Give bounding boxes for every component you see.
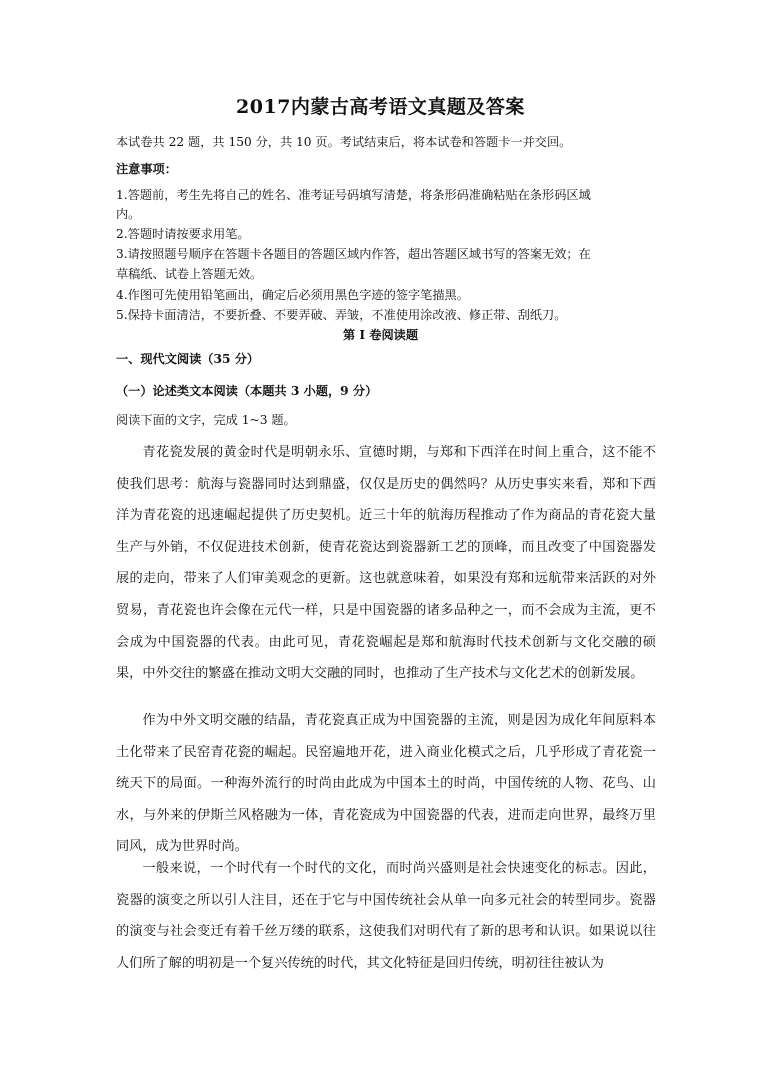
note-item: 1.答题前，考生先将自己的姓名、准考证号码填写清楚，将条形码准确粘贴在条形码区域	[116, 188, 591, 202]
reading-instruction: 阅读下面的文字，完成 1~3 题。	[116, 413, 296, 427]
note-item: 3.请按照题号顺序在答题卡各题目的答题区域内作答，超出答题区域书写的答案无效；在	[116, 247, 591, 261]
note-item: 4.作图可先使用铅笔画出，确定后必须用黑色字迹的签字笔描黑。	[116, 288, 469, 302]
passage-paragraph-2: 作为中外文明交融的结晶，青花瓷真正成为中国瓷器的主流，则是因为成化年间原料本土化带来了民窑青花瓷的崛起。民窑遍地开花，进入商业化模式之后，几乎形成了青花瓷一统天下的局面。一种海外流行的时尚由此成为中国本土的时尚，中国传统的人物、花鸟、山水，与外来的伊斯兰风格融为一体，青花瓷成为中国瓷器的代表，进而走向世界，最终万里同风，成为世界时尚。	[116, 713, 656, 855]
note-item: 2.答题时请按要求用笔。	[116, 227, 250, 241]
document-title: 2017内蒙古高考语文真题及答案	[236, 96, 525, 118]
note-item: 5.保持卡面清洁，不要折叠、不要弄破、弄皱，不准使用涂改液、修正带、刮纸刀。	[116, 308, 567, 322]
passage-paragraph-1: 青花瓷发展的黄金时代是明朝永乐、宣德时期，与郑和下西洋在时间上重合，这不能不使我们思考：航海与瓷器同时达到鼎盛，仅仅是历史的偶然吗？从历史事实来看，郑和下西洋为青花瓷的迅速崛起提供了历史契机。近三十年的航海历程推动了作为商品的青花瓷大量生产与外销，不仅促进技术创新，使青花瓷达到瓷器新工艺的顶峰，而且改变了中国瓷器发展的走向，带来了人们审美观念的更新。这也就意味着，如果没有郑和远航带来活跃的对外贸易，青花瓷也许会像在元代一样，只是中国瓷器的诸多品种之一，而不会成为主流，更不会成为中国瓷器的代表。由此可见，青花瓷崛起是郑和航海时代技术创新与文化交融的硕果，中外交往的繁盛在推动文明大交融的同时，也推动了生产技术与文化艺术的创新发展。	[116, 445, 656, 682]
subsection-title: （一）论述类文本阅读（本题共 3 小题，9 分）	[116, 384, 378, 398]
intro-text: 本试卷共 22 题，共 150 分，共 10 页。考试结束后，将本试卷和答题卡一并交回。	[116, 135, 572, 149]
passage-paragraph-3: 一般来说，一个时代有一个时代的文化，而时尚兴盛则是社会快速变化的标志。因此，瓷器的演变之所以引人注目，还在于它与中国传统社会从单一向多元社会的转型同步。瓷器的演变与社会变迁有着千丝万缕的联系，这使我们对明代有了新的思考和认识。如果说以往人们所了解的明初是一个复兴传统的时代，其文化特征是回归传统，明初往往被认为	[116, 861, 656, 971]
part-title: 第 I 卷阅读题	[342, 328, 419, 342]
section-title: 一、现代文阅读（35 分）	[116, 352, 260, 366]
note-item: 草稿纸、试卷上答题无效。	[116, 267, 263, 281]
notes-heading: 注意事项：	[116, 162, 177, 176]
note-item: 内。	[116, 207, 141, 221]
